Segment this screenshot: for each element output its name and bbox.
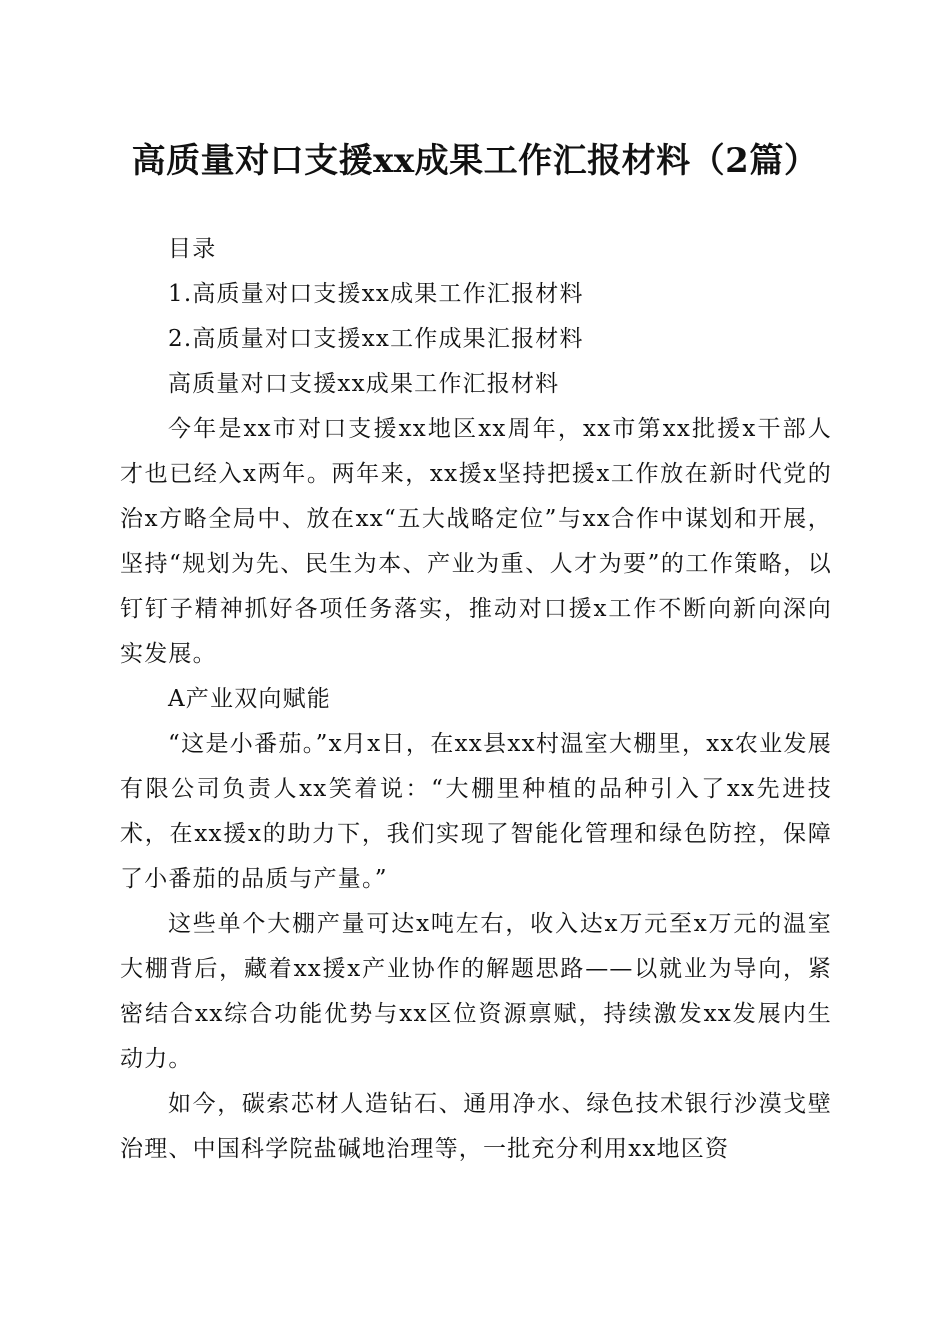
paragraph-intro: 今年是xx市对口支援xx地区xx周年，xx市第xx批援x干部人才也已经入x两年。两年来，xx援x坚持把援x工作放在新时代党的治x方略全局中、放在xx“五大战略定位”与xx合作中谋划和开展，坚持“规划为先、民生为本、产业为重、人才为要”的工作策略，以钉钉子精神抓好各项任务落实，推动对口援x工作不断向新向深向实发展。 — [120, 416, 832, 667]
document-title: 高质量对口支援xx成果工作汇报材料（2篇） — [131, 141, 819, 181]
paragraph-greenhouse: 这些单个大棚产量可达x吨左右，收入达x万元至x万元的温室大棚背后，藏着xx援x产业协作的解题思路——以就业为导向，紧密结合xx综合功能优势与xx区位资源禀赋，持续激发xx发展内生动力。 — [120, 911, 832, 1072]
paragraph-quote: “这是小番茄。”x月x日，在xx县xx村温室大棚里，xx农业发展有限公司负责人xx笑着说：“大棚里种植的品种引入了xx先进技术，在xx援x的助力下，我们实现了智能化管理和绿色防控，保障了小番茄的品质与产量。” — [120, 731, 832, 892]
paragraph-projects: 如今，碳索芯材人造钻石、通用净水、绿色技术银行沙漠戈壁治理、中国科学院盐碱地治理等，一批充分利用xx地区资 — [120, 1091, 832, 1162]
toc-heading: 目录 — [168, 236, 217, 262]
toc-item-2[interactable]: 2.高质量对口支援xx工作成果汇报材料 — [168, 326, 584, 352]
toc-item-1[interactable]: 1.高质量对口支援xx成果工作汇报材料 — [168, 281, 584, 307]
document-body — [120, 227, 832, 1172]
section-heading-a: A产业双向赋能 — [168, 686, 332, 712]
article-title: 高质量对口支援xx成果工作汇报材料 — [168, 371, 560, 397]
